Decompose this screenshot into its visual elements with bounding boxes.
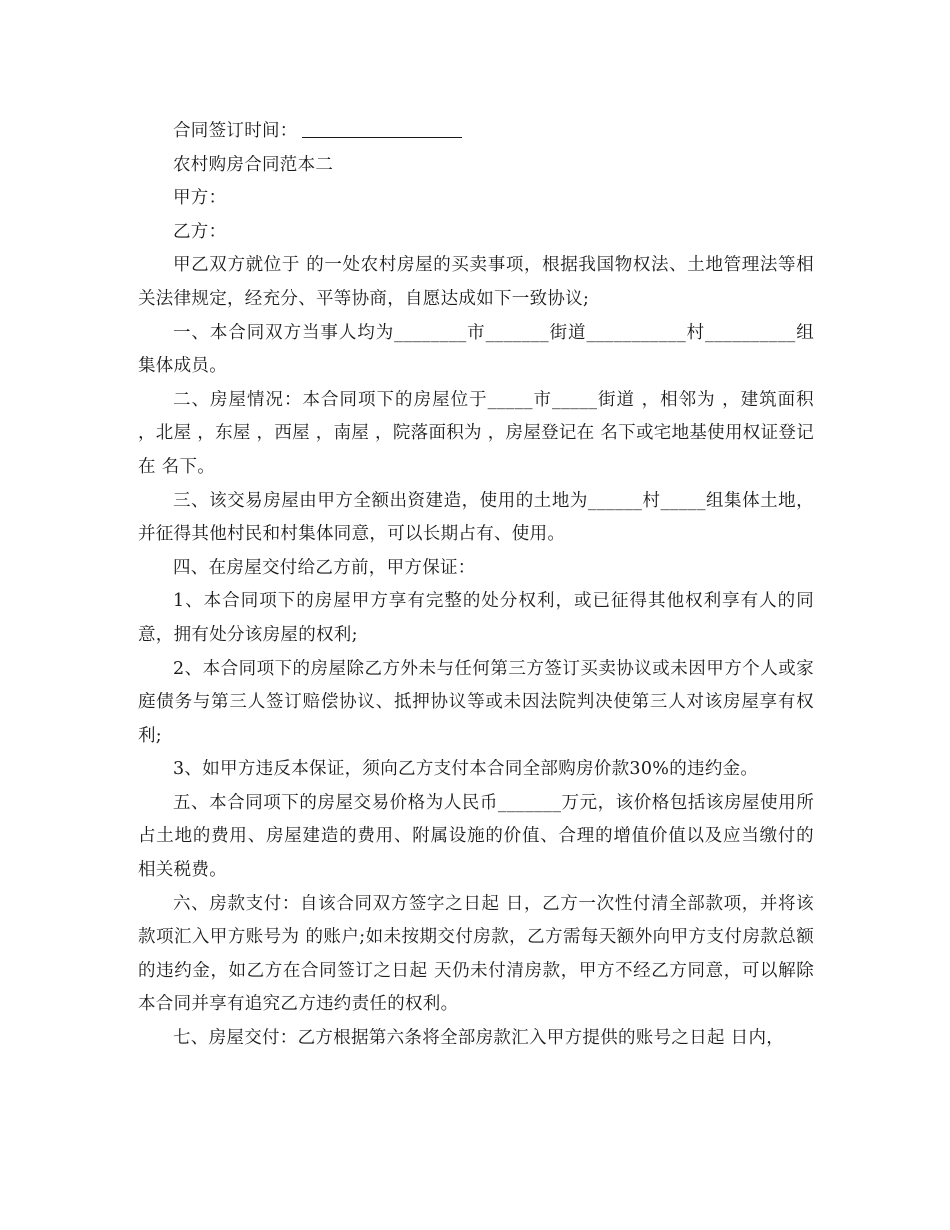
sign-time-blank — [302, 119, 462, 138]
paragraph-clause-7: 七、房屋交付：乙方根据第六条将全部房款汇入甲方提供的账号之日起 日内， — [173, 1028, 785, 1049]
paragraph-clause-2: 二、房屋情况：本合同项下的房屋位于_____市_____街道 ，相邻为 ，建筑面积 ，北屋 ，东屋 ，西屋 ，南屋 ，院落面积为 ，房屋登记在 名下或宅地基使用权证登记在 名下。 — [138, 389, 814, 477]
paragraph-clause-1: 一、本合同双方当事人均为________市_______街道___________村__________组集体成员。 — [138, 322, 814, 377]
paragraph-clause-4: 四、在房屋交付给乙方前，甲方保证： — [173, 557, 476, 578]
document-title: 农村购房合同范本二 — [173, 154, 334, 175]
document-body — [138, 115, 814, 1056]
sign-time-label: 合同签订时间： — [173, 121, 298, 141]
paragraph-clause-6: 六、房款支付：自该合同双方签字之日起 日，乙方一次性付清全部款项，并将该款项汇入甲方账号为 的账户;如未按期交付房款，乙方需每天额外向甲方支付房款总额 的违约金，如乙方在合同签订之日起 天仍未付清房款，甲方不经乙方同意，可以解除本合同并享有追究乙方违约责任的权利。 — [138, 893, 814, 1015]
paragraph-clause-4-item-1: 1、本合同项下的房屋甲方享有完整的处分权利，或已征得其他权利享有人的同意，拥有处分该房屋的权利; — [138, 591, 814, 645]
paragraph-clause-4-item-3: 3、如甲方违反本保证，须向乙方支付本合同全部购房价款30%的违约金。 — [173, 759, 759, 780]
party-a-line: 甲方： — [173, 188, 227, 209]
paragraph-clause-4-item-2: 2、本合同项下的房屋除乙方外未与任何第三方签订买卖协议或未因甲方个人或家庭债务与第三人签订赔偿协议、抵押协议等或未因法院判决使第三人对该房屋享有权利; — [138, 658, 814, 746]
paragraph-clause-3: 三、该交易房屋由甲方全额出资建造，使用的土地为______村_____组集体土地，并征得其他村民和村集体同意，可以长期占有、使用。 — [138, 490, 814, 545]
sign-time-line — [138, 115, 814, 149]
paragraph-intro: 甲乙双方就位于 的一处农村房屋的买卖事项，根据我国物权法、土地管理法等相关法律规定，经充分、平等协商，自愿达成如下一致协议; — [138, 255, 814, 309]
party-b-line: 乙方： — [173, 221, 227, 242]
paragraph-clause-5: 五、本合同项下的房屋交易价格为人民币_______万元，该价格包括该房屋使用所占土地的费用、房屋建造的费用、附属设施的价值、合理的增值价值以及应当缴付的相关税费。 — [138, 792, 814, 881]
